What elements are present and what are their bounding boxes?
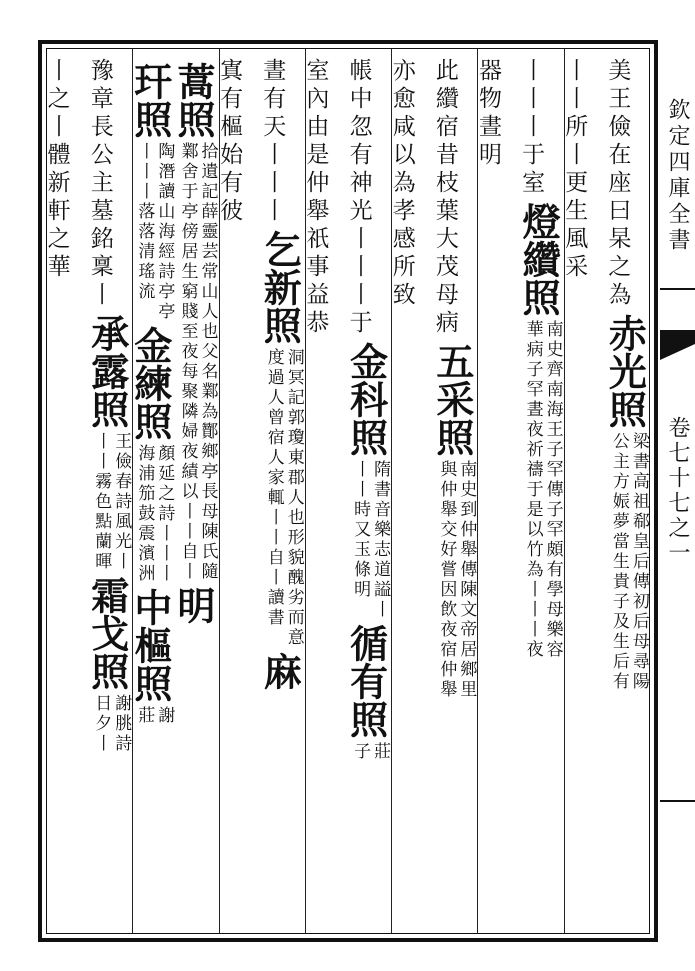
annotation-pair xyxy=(347,742,393,762)
text-column xyxy=(476,58,522,926)
annotation-text: 隋書音樂志道謚丨 xyxy=(370,460,391,620)
annotation-text: 子 xyxy=(350,742,371,762)
annotation-text: 洞冥記郭瓊東郡人也形貌醜劣而意 xyxy=(283,348,304,648)
annotation-pair xyxy=(433,460,479,700)
annotation-pair xyxy=(131,142,177,322)
body-text: 帳中忽有神光丨丨丨于 xyxy=(345,58,372,338)
annotation-pair xyxy=(88,694,134,754)
body-text: 丨之丨體新軒之華 xyxy=(43,58,70,282)
headword: 金練照 xyxy=(127,326,173,440)
headword: 循有照 xyxy=(343,624,389,738)
headword: 燈纘照 xyxy=(516,202,562,316)
body-text: 美王儉在座曰杲之為 xyxy=(604,58,631,310)
annotation-text: 謝朓詩 xyxy=(111,694,132,754)
body-text: 丨丨所丨更生風采 xyxy=(561,58,588,282)
body-text: 室內由是仲舉祇事益恭 xyxy=(302,58,329,338)
text-column xyxy=(217,58,263,926)
page-margin xyxy=(660,40,695,942)
body-text: 丨丨丨于室 xyxy=(518,58,545,198)
text-column xyxy=(45,58,91,926)
annotation-pair xyxy=(519,320,565,660)
body-text: 寘有樞始有彼 xyxy=(216,58,243,226)
body-text: 豫章長公主墓銘稟丨 xyxy=(86,58,113,310)
annotation-text: 公主方娠夢當生貴子及生后有 xyxy=(608,432,629,692)
headword: 金科照 xyxy=(343,342,389,456)
text-column xyxy=(390,58,436,926)
annotation-text: 南史齊南海王子罕傳子罕頗有學母樂容 xyxy=(542,320,563,660)
annotation-text: 華病子罕晝夜祈禱于是以竹為丨丨丨夜 xyxy=(522,320,543,660)
book-title: 欽定四庫全書 xyxy=(665,98,690,254)
annotation-text: 莊 xyxy=(134,706,155,726)
headword: 五采照 xyxy=(429,342,475,456)
body-text: 器物晝明 xyxy=(475,58,501,170)
text-column xyxy=(171,58,220,926)
headword: 麻 xyxy=(257,652,303,690)
text-column xyxy=(602,58,651,926)
annotation-text: 謝 xyxy=(154,706,175,726)
headword: 霜戈照 xyxy=(84,576,130,690)
annotation-pair xyxy=(174,142,220,582)
text-column xyxy=(303,58,349,926)
headword: 玕照 xyxy=(127,62,173,138)
annotation-pair xyxy=(131,444,177,584)
annotation-pair xyxy=(88,432,134,572)
headword: 中樞照 xyxy=(127,588,173,702)
annotation-text: 日夕丨 xyxy=(91,694,112,754)
annotation-pair xyxy=(347,460,393,620)
headword: 乞新照 xyxy=(257,230,303,344)
annotation-text: 丨丨丨落落清瑤流 xyxy=(134,142,155,302)
annotation-text: 南史到仲舉傳陳文帝居鄉里 xyxy=(456,460,477,700)
annotation-text: 王儉春詩風光丨 xyxy=(111,432,132,572)
text-column xyxy=(84,58,134,926)
annotation-text: 度過人曾宿人家輒丨丨自丨讀書 xyxy=(263,348,284,628)
text-column xyxy=(562,58,608,926)
body-text: 亦愈咸以為孝感所致 xyxy=(388,58,415,310)
text-column xyxy=(429,58,479,926)
annotation-text: 鄴舍于亭傍居生窮賤至夜每聚隣婦夜績以丨丨自丨 xyxy=(177,142,198,582)
annotation-pair xyxy=(605,432,651,692)
headword: 明 xyxy=(171,586,216,624)
text-column xyxy=(516,58,565,926)
margin-rule-top xyxy=(660,288,695,290)
text-column xyxy=(257,58,306,926)
annotation-text: 顏延之詩丨丨丨 xyxy=(154,444,175,584)
annotation-text: 與仲舉交好嘗因飲夜宿仲舉 xyxy=(436,460,457,700)
annotation-text: 海浦笳鼓震濱洲 xyxy=(134,444,155,584)
annotation-pair xyxy=(260,348,306,648)
annotation-text: 丨丨霧色點蘭暉 xyxy=(91,432,112,572)
annotation-text: 莊 xyxy=(370,742,391,762)
body-text: 此纘宿昔枝葉大茂母病 xyxy=(431,58,458,338)
fishtail-mark-icon xyxy=(660,330,695,360)
volume-label: 卷七十七之一 xyxy=(665,416,690,566)
body-text: 晝有天丨丨丨 xyxy=(259,58,286,226)
headword: 承露照 xyxy=(84,314,130,428)
annotation-text: 丨丨時又玉條明 xyxy=(350,460,371,600)
annotation-text: 梁書高祖郗皇后傳初后母尋陽 xyxy=(628,432,649,692)
text-column xyxy=(343,58,393,926)
annotation-text: 拾遺記薛靈芸常山人也父名鄴為酇鄉亭長母陳氏隨 xyxy=(197,142,218,582)
margin-rule-bottom xyxy=(660,800,695,802)
annotation-pair xyxy=(131,706,177,726)
annotation-text: 陶潛讀山海經詩亭亭 xyxy=(154,142,175,322)
text-column xyxy=(127,58,177,926)
headword: 蒿照 xyxy=(171,62,216,138)
headword: 赤光照 xyxy=(602,314,648,428)
